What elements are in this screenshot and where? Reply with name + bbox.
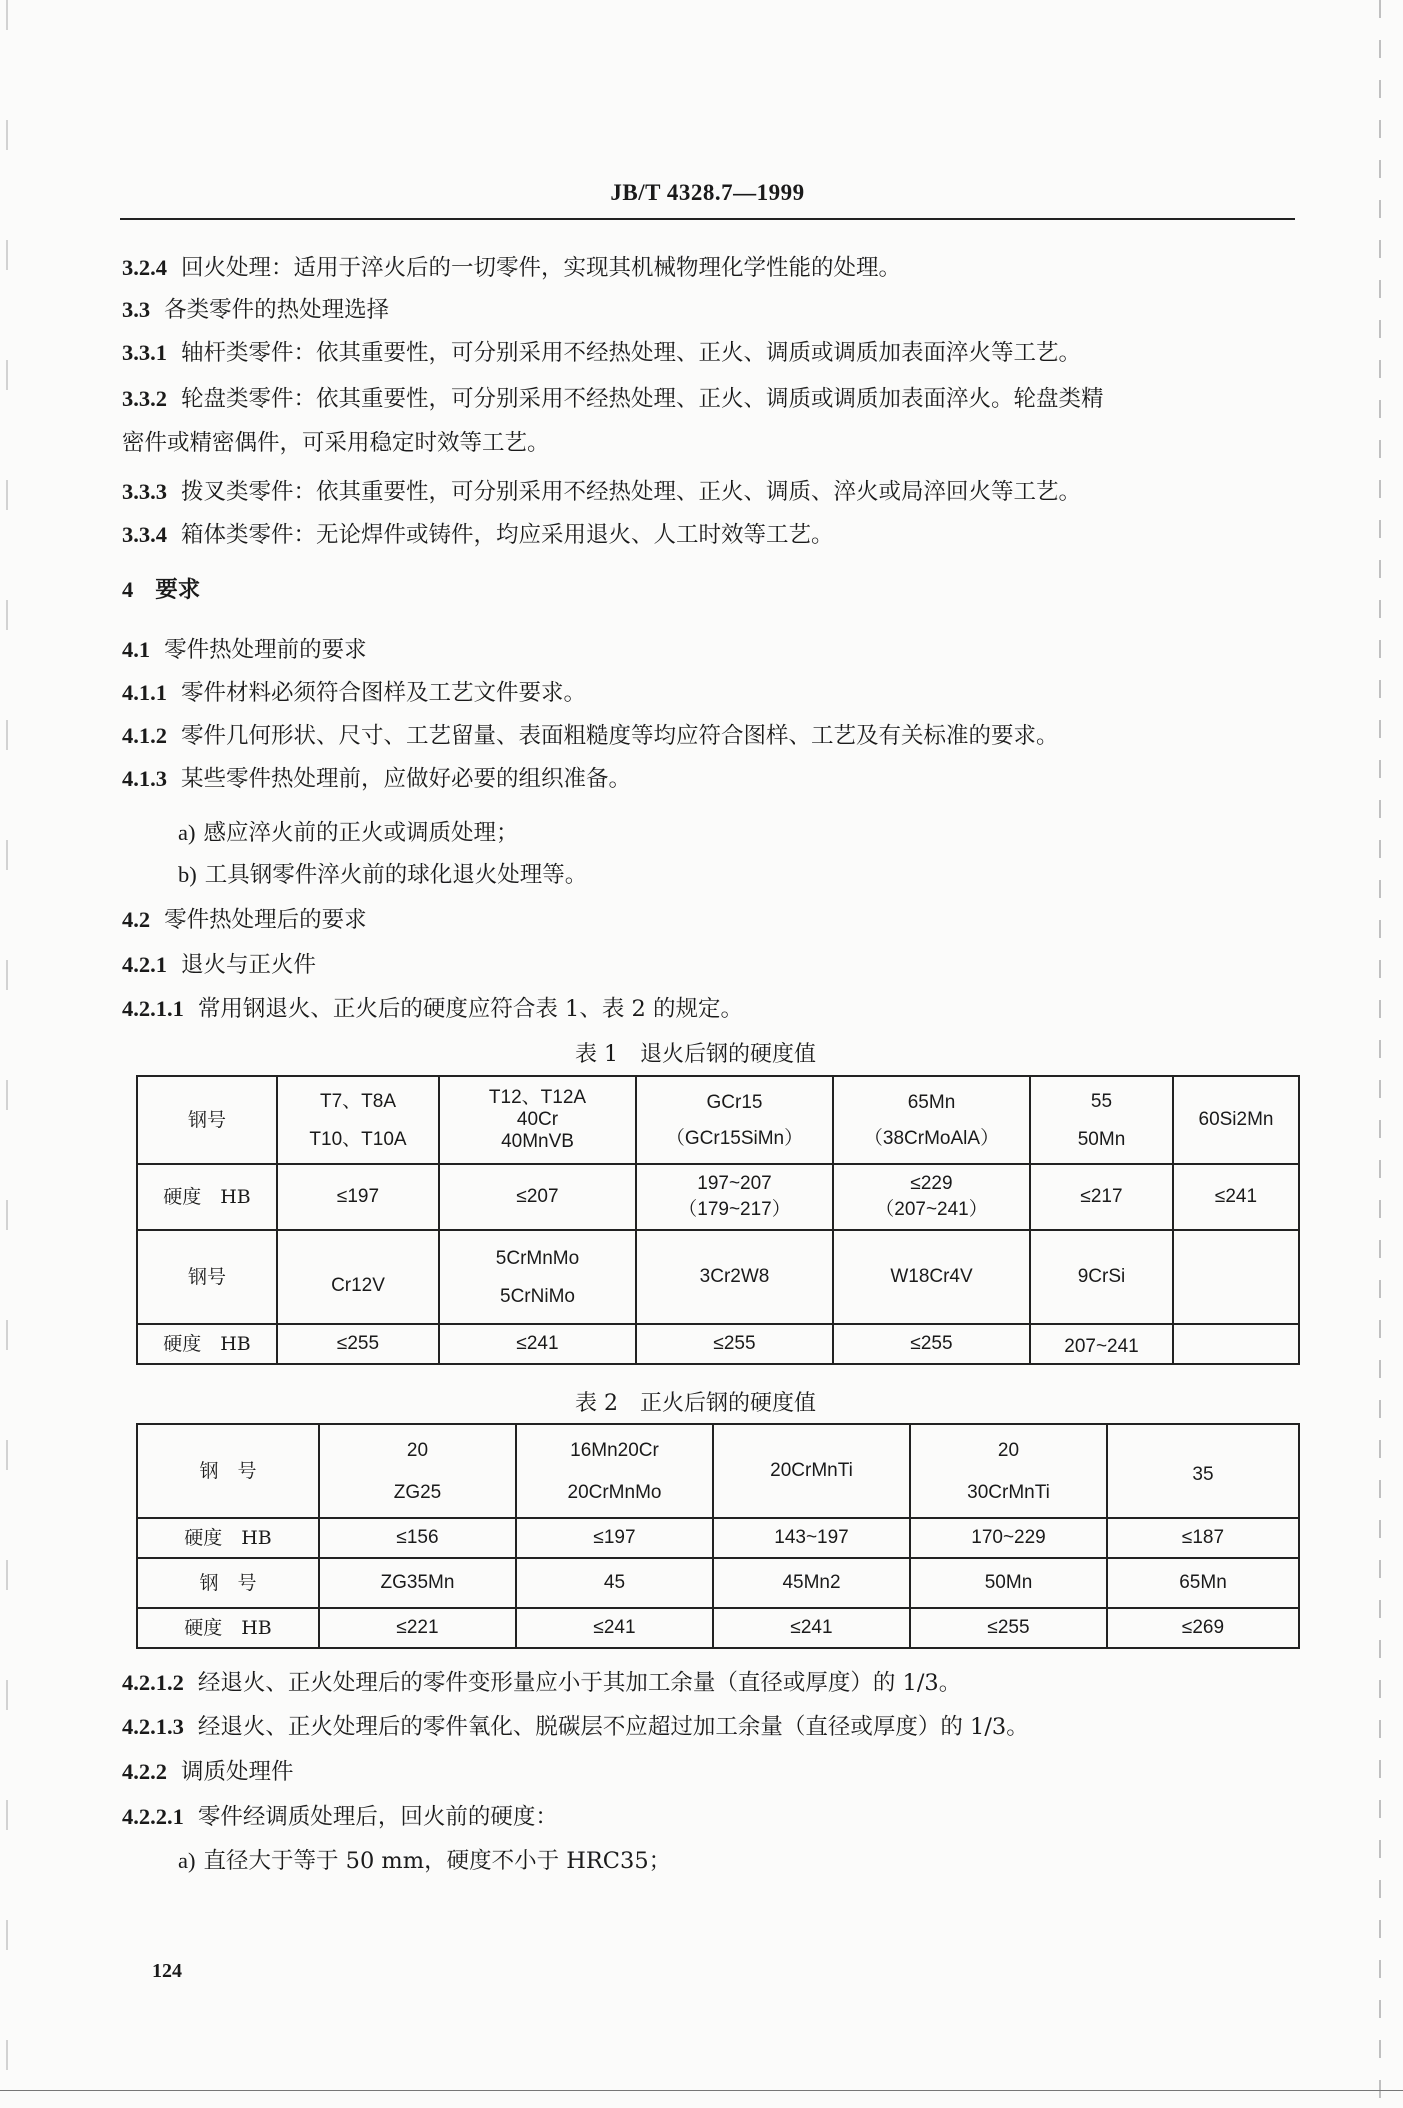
paragraph-4-1-3: 4.1.3 某些零件热处理前，应做好必要的组织准备。	[122, 766, 632, 792]
heading-4-1: 4.1 零件热处理前的要求	[122, 637, 367, 663]
table-cell: ≤241	[439, 1324, 636, 1364]
table-cell: 5CrMnMo 5CrNiMo	[439, 1230, 636, 1324]
table-cell: ≤255	[833, 1324, 1030, 1364]
table-cell: ≤255	[910, 1608, 1107, 1648]
paragraph-3-3-2-cont: 密件或精密偶件，可采用稳定时效等工艺。	[122, 430, 550, 456]
table-cell: ≤207	[439, 1164, 636, 1230]
table2-caption: 表 2 正火后钢的硬度值	[575, 1391, 816, 1416]
table2-label-hardness: 硬度 HB	[137, 1608, 319, 1648]
table-cell: T7、T8A T10、T10A	[277, 1076, 439, 1164]
table1-row-steel-1	[137, 1076, 1299, 1164]
table1-label-steel: 钢号	[137, 1076, 277, 1164]
table-cell: ≤156	[319, 1518, 516, 1558]
table-cell	[1173, 1324, 1299, 1364]
paragraph-3-3-2: 3.3.2 轮盘类零件：依其重要性，可分别采用不经热处理、正火、调质或调质加表面淬火。轮盘类精	[122, 386, 1104, 412]
table1-caption: 表 1 退火后钢的硬度值	[575, 1042, 816, 1067]
table-cell: 143~197	[713, 1518, 910, 1558]
table-cell: ≤255	[636, 1324, 833, 1364]
table-cell	[1173, 1230, 1299, 1324]
paragraph-4-2-1-1: 4.2.1.1 常用钢退火、正火后的硬度应符合表 1、表 2 的规定。	[122, 996, 743, 1022]
table-cell: ≤241	[713, 1608, 910, 1648]
heading-4-2-2: 4.2.2 调质处理件	[122, 1759, 294, 1785]
heading-4-2: 4.2 零件热处理后的要求	[122, 907, 367, 933]
paragraph-3-2-4: 3.2.4 回火处理：适用于淬火后的一切零件，实现其机械物理化学性能的处理。	[122, 255, 902, 281]
table1-label-steel: 钢号	[137, 1230, 277, 1324]
table-cell: ≤241	[1173, 1164, 1299, 1230]
table-cell: 65Mn	[1107, 1558, 1299, 1608]
table-cell: ≤229 （207~241）	[833, 1164, 1030, 1230]
table1-row-hardness-2	[137, 1324, 1299, 1364]
table-cell: GCr15 （GCr15SiMn）	[636, 1076, 833, 1164]
table2-label-steel: 钢 号	[137, 1424, 319, 1518]
table-cell: 45	[516, 1558, 713, 1608]
table2-normalized-hardness	[136, 1423, 1300, 1649]
table1-label-hardness: 硬度 HB	[137, 1164, 277, 1230]
scan-left-edge	[6, 0, 8, 2108]
table2-label-steel: 钢 号	[137, 1558, 319, 1608]
table-cell: 35	[1107, 1424, 1299, 1518]
heading-3-3: 3.3 各类零件的热处理选择	[122, 297, 390, 323]
table-cell: 20CrMnTi	[713, 1424, 910, 1518]
table-cell: W18Cr4V	[833, 1230, 1030, 1324]
table-cell: ≤221	[319, 1608, 516, 1648]
table-cell: 9CrSi	[1030, 1230, 1173, 1324]
scan-right-edge	[1379, 0, 1381, 2108]
heading-4: 4 要求	[122, 577, 201, 603]
table-cell: 197~207 （179~217）	[636, 1164, 833, 1230]
table2-row-steel-2	[137, 1558, 1299, 1608]
table-cell: ≤241	[516, 1608, 713, 1648]
table-cell: 20 30CrMnTi	[910, 1424, 1107, 1518]
table-cell: ≤255	[277, 1324, 439, 1364]
table-cell: ≤217	[1030, 1164, 1173, 1230]
list-item-b: b) 工具钢零件淬火前的球化退火处理等。	[178, 862, 588, 888]
table-cell: ≤269	[1107, 1608, 1299, 1648]
table1-label-hardness: 硬度 HB	[137, 1324, 277, 1364]
standard-code-header: JB/T 4328.7—1999	[610, 180, 805, 205]
table-cell: 3Cr2W8	[636, 1230, 833, 1324]
table-cell: T12、T12A 40Cr 40MnVB	[439, 1076, 636, 1164]
table-cell: 50Mn	[910, 1558, 1107, 1608]
paragraph-4-2-2-1: 4.2.2.1 零件经调质处理后，回火前的硬度：	[122, 1804, 558, 1830]
table-cell: 16Mn20Cr 20CrMnMo	[516, 1424, 713, 1518]
scan-bottom-edge	[0, 2090, 1403, 2091]
table-cell: 65Mn （38CrMoAlA）	[833, 1076, 1030, 1164]
table2-row-hardness-2	[137, 1608, 1299, 1648]
heading-4-2-1: 4.2.1 退火与正火件	[122, 952, 317, 978]
table-cell: ≤197	[277, 1164, 439, 1230]
paragraph-3-3-4: 3.3.4 箱体类零件：无论焊件或铸件，均应采用退火、人工时效等工艺。	[122, 522, 834, 548]
table2-row-steel-1	[137, 1424, 1299, 1518]
table-cell: 60Si2Mn	[1173, 1076, 1299, 1164]
page-number: 124	[152, 1960, 182, 1982]
table-cell: 207~241	[1030, 1324, 1173, 1364]
table-cell: 55 50Mn	[1030, 1076, 1173, 1164]
table1-annealed-hardness	[136, 1075, 1300, 1365]
header-rule	[120, 218, 1295, 220]
table-cell: 170~229	[910, 1518, 1107, 1558]
table-cell: 45Mn2	[713, 1558, 910, 1608]
paragraph-4-2-1-3: 4.2.1.3 经退火、正火处理后的零件氧化、脱碳层不应超过加工余量（直径或厚度）的 1/3。	[122, 1714, 1029, 1740]
paragraph-3-3-3: 3.3.3 拨叉类零件：依其重要性，可分别采用不经热处理、正火、调质、淬火或局淬回火等工艺。	[122, 479, 1082, 505]
table1-row-hardness-1	[137, 1164, 1299, 1230]
paragraph-4-2-1-2: 4.2.1.2 经退火、正火处理后的零件变形量应小于其加工余量（直径或厚度）的 1/3。	[122, 1670, 962, 1696]
table-cell: ≤187	[1107, 1518, 1299, 1558]
table1-row-steel-2	[137, 1230, 1299, 1324]
table-cell: ≤197	[516, 1518, 713, 1558]
table2-label-hardness: 硬度 HB	[137, 1518, 319, 1558]
table-cell: 20 ZG25	[319, 1424, 516, 1518]
paragraph-4-1-2: 4.1.2 零件几何形状、尺寸、工艺留量、表面粗糙度等均应符合图样、工艺及有关标准的要求。	[122, 723, 1059, 749]
list-item-a: a) 感应淬火前的正火或调质处理；	[178, 820, 519, 846]
table-cell: ZG35Mn	[319, 1558, 516, 1608]
paragraph-4-1-1: 4.1.1 零件材料必须符合图样及工艺文件要求。	[122, 680, 587, 706]
table2-row-hardness-1	[137, 1518, 1299, 1558]
table-cell: Cr12V	[277, 1230, 439, 1324]
list-item-a-diameter: a) 直径大于等于 50 mm，硬度不小于 HRC35；	[178, 1848, 672, 1874]
paragraph-3-3-1: 3.3.1 轴杆类零件：依其重要性，可分别采用不经热处理、正火、调质或调质加表面淬火等工艺。	[122, 340, 1082, 366]
